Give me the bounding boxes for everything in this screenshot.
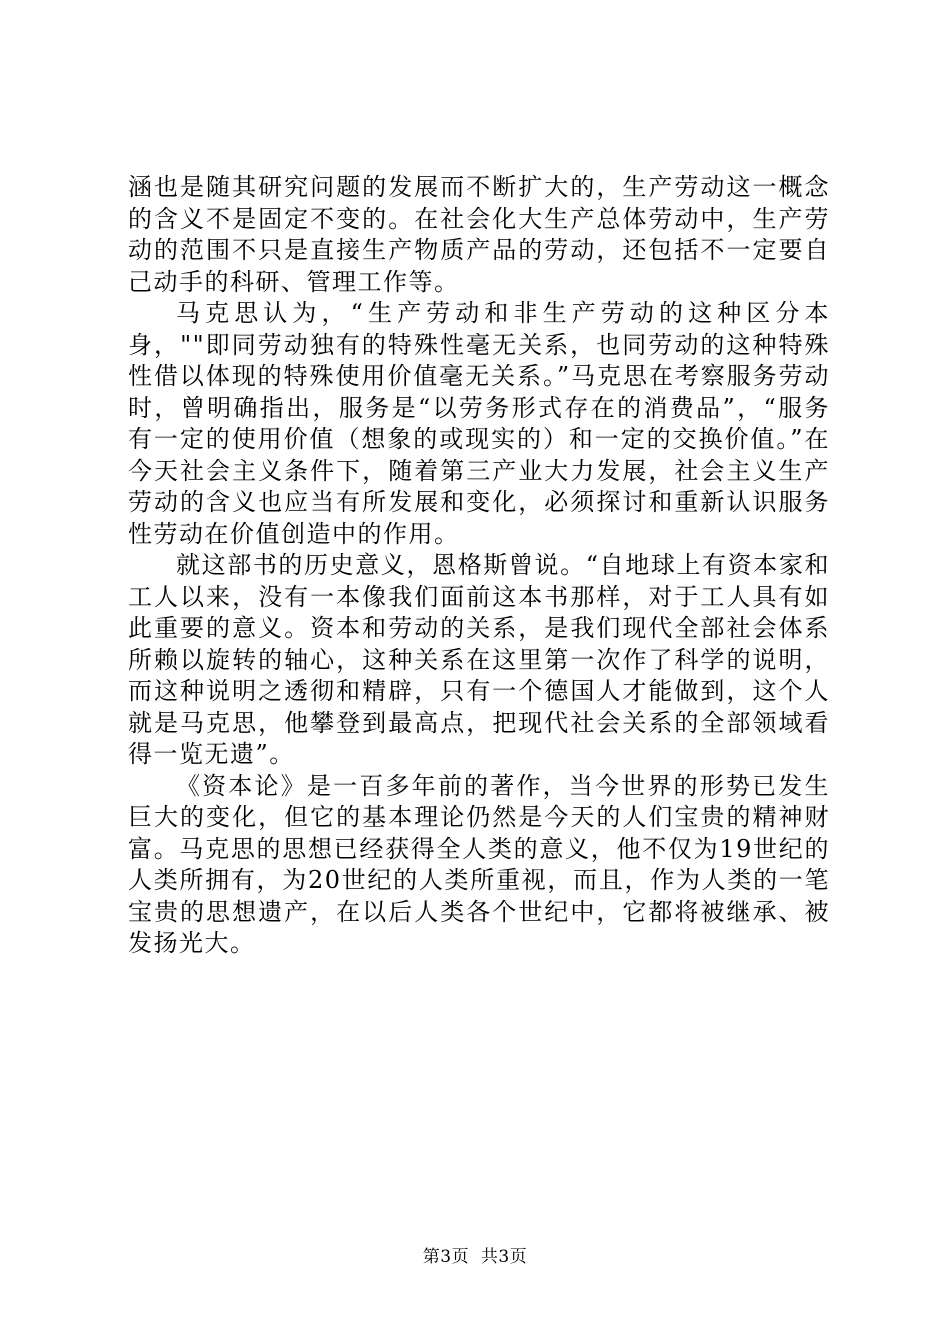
- paragraph-engels-historical-significance: 就这部书的历史意义，恩格斯曾说。“自地球上有资本家和工人以来，没有一本像我们面前这本书那样，对于工人具有如此重要的意义。资本和劳动的关系，是我们现代全部社会体系所赖以旋转的轴心，这种关系在这里第一次作了科学的说明，而这种说明之透彻和精辟，只有一个德国人才能做到，这个人就是马克思，他攀登到最高点，把现代社会关系的全部领域看得一览无遗”。: [128, 551, 830, 768]
- paragraph-capital-legacy: 《资本论》是一百多年前的著作，当今世界的形势已发生巨大的变化，但它的基本理论仍然是今天的人们宝贵的精神财富。马克思的思想已经获得全人类的意义，他不仅为19世纪的人类所拥有，为20世纪的人类所重视，而且，作为人类的一笔宝贵的思想遗产，在以后人类各个世纪中，它都将被继承、被发扬光大。: [128, 771, 830, 957]
- paragraph-marx-productive-labor: 马克思认为，“生产劳动和非生产劳动的这种区分本身，""即同劳动独有的特殊性毫无关系，也同劳动的这种特殊性借以体现的特殊使用价值毫无关系。”马克思在考察服务劳动时，曾明确指出，服务是“以劳务形式存在的消费品”，“服务有一定的使用价值（想象的或现实的）和一定的交换价值。”在今天社会主义条件下，随着第三产业大力发展，社会主义生产劳动的含义也应当有所发展和变化，必须探讨和重新认识服务性劳动在价值创造中的作用。: [128, 299, 830, 548]
- page-number-footer: 第3页 共3页: [422, 1247, 528, 1267]
- paragraph-continuation: 涵也是随其研究问题的发展而不断扩大的，生产劳动这一概念的含义不是固定不变的。在社会化大生产总体劳动中，生产劳动的范围不只是直接生产物质产品的劳动，还包括不一定要自己动手的科研、管理工作等。: [128, 173, 830, 296]
- document-body: [128, 172, 830, 960]
